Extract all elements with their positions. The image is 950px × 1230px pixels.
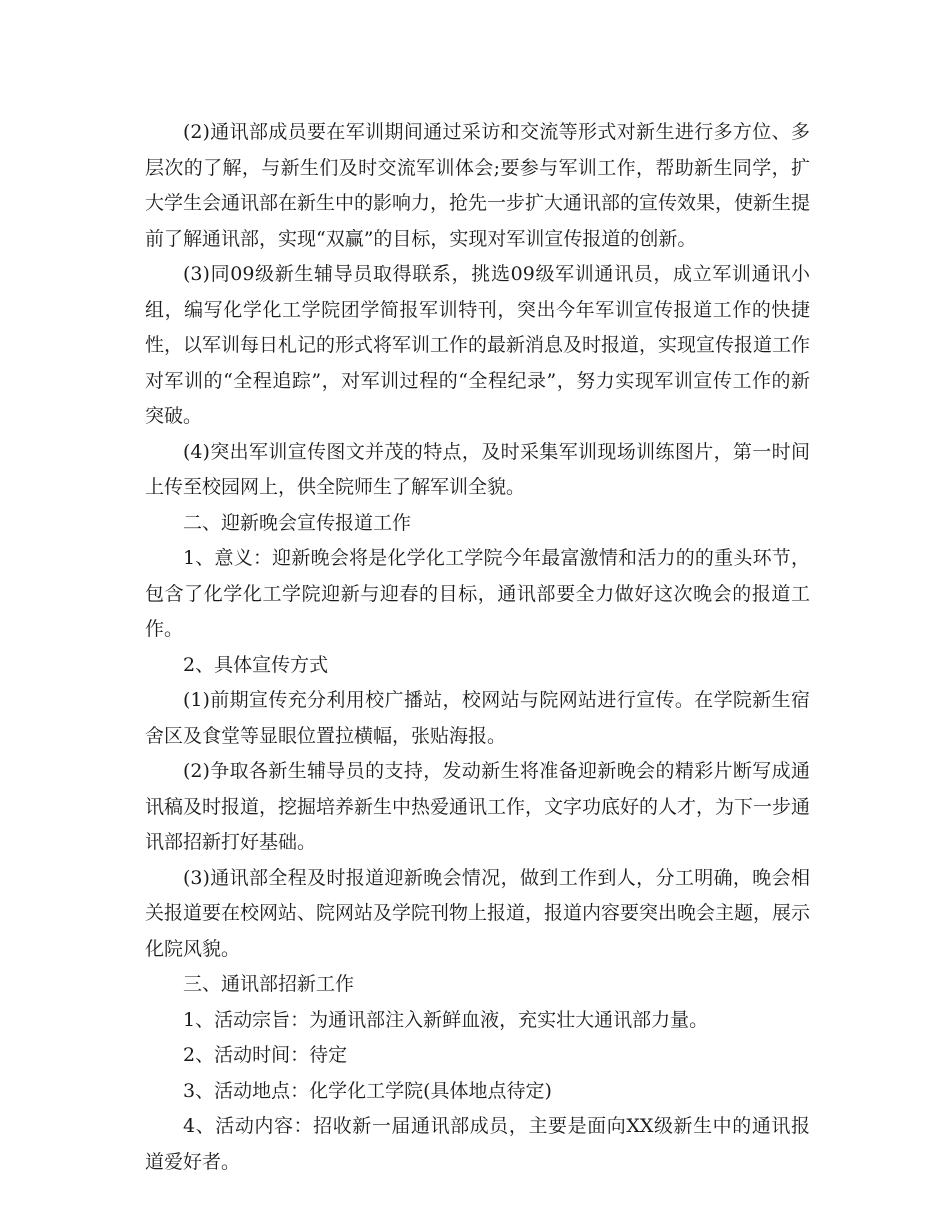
section-heading-2: 二、迎新晚会宣传报道工作 xyxy=(183,511,412,534)
paragraph-method-1: (1)前期宣传充分利用校广播站，校网站与院网站进行宣传。在学院新生宿舍区及食堂等显眼位置拉横幅，张贴海报。 xyxy=(145,689,810,747)
paragraph-item-2: (2)通讯部成员要在军训期间通过采访和交流等形式对新生进行多方位、多层次的了解，与新生们及时交流军训体会;要参与军训工作，帮助新生同学，扩大学生会通讯部在新生中的影响力，抢先一步扩大通讯部的宣传效果，使新生提前了解通讯部，实现“双赢”的目标，实现对军训宣传报道的创新。 xyxy=(145,121,811,250)
paragraph-content: 4、活动内容：招收新一届通讯部成员，主要是面向XX级新生中的通讯报道爱好者。 xyxy=(145,1115,810,1173)
subheading-methods: 2、具体宣传方式 xyxy=(183,653,329,676)
paragraph-method-3: (3)通讯部全程及时报道迎新晚会情况，做到工作到人，分工明确，晚会相关报道要在校网站、院网站及学院刊物上报道，报道内容要突出晚会主题，展示化院风貌。 xyxy=(145,866,811,960)
paragraph-item-3: (3)同09级新生辅导员取得联系，挑选09级军训通讯员，成立军训通讯小组，编写化学化工学院团学简报军训特刊，突出今年军训宣传报道工作的快捷性，以军训每日札记的形式将军训工作的最新消息及时报道，实现宣传报道工作对军训的“全程追踪”，对军训过程的“全程纪录”，努力实现军训宣传工作的新突破。 xyxy=(145,263,811,427)
paragraph-method-2: (2)争取各新生辅导员的支持，发动新生将准备迎新晚会的精彩片断写成通讯稿及时报道，挖掘培养新生中热爱通讯工作，文字功底好的人才，为下一步通讯部招新打好基础。 xyxy=(145,760,811,853)
paragraph-location: 3、活动地点：化学化工学院(具体地点待定) xyxy=(183,1079,552,1102)
paragraph-item-4: (4)突出军训宣传图文并茂的特点，及时采集军训现场训练图片，第一时间上传至校园网上，供全院师生了解军训全貌。 xyxy=(145,440,810,498)
paragraph-meaning: 1、意义：迎新晚会将是化学化工学院今年最富激情和活力的的重头环节，包含了化学化工学院迎新与迎春的目标，通讯部要全力做好这次晚会的报道工作。 xyxy=(145,547,810,640)
document-body xyxy=(145,115,810,1180)
paragraph-purpose: 1、活动宗旨：为通讯部注入新鲜血液，充实壮大通讯部力量。 xyxy=(183,1008,709,1031)
section-heading-3: 三、通讯部招新工作 xyxy=(183,973,355,995)
paragraph-time: 2、活动时间：待定 xyxy=(183,1044,348,1066)
